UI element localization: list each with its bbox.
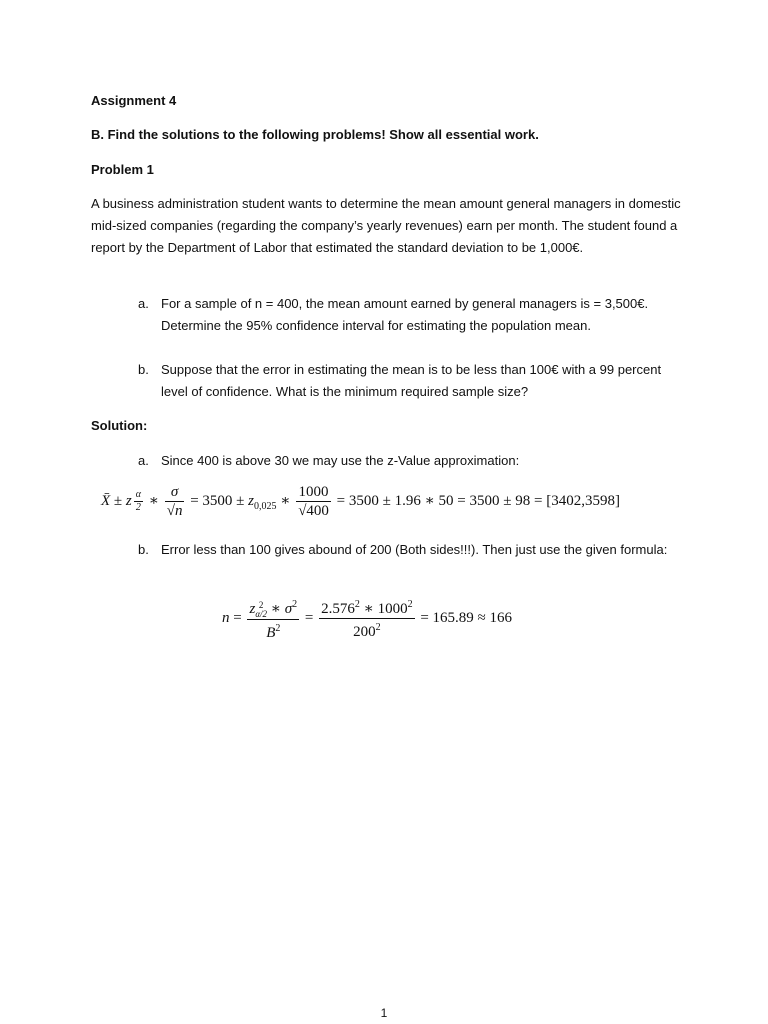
formula-b-B: B (266, 624, 276, 641)
formula-b-result: = 165.89 ≈ 166 (416, 610, 513, 627)
formula-b-z-scripts (255, 601, 267, 619)
formula-a-times: ∗ (145, 492, 163, 509)
formula-b-200-sup: 2 (375, 622, 381, 634)
solution-heading: Solution: (91, 418, 148, 433)
formula-b-200: 200 (353, 624, 376, 641)
formula-b-denominator (247, 620, 299, 642)
formula-a-1000: 1000 (296, 483, 331, 502)
formula-b-z: z (249, 601, 256, 617)
formula-b-n: n (222, 610, 230, 627)
formula-a-z: z (125, 492, 132, 509)
formula-a-n: n (174, 503, 183, 519)
formula-b-2576: 2.576 (321, 601, 355, 618)
formula-b-denominator2 (319, 619, 414, 641)
formula-b-numerator (247, 596, 299, 620)
formula-a-pm: ± (110, 492, 126, 509)
formula-b-first-fraction (247, 596, 299, 642)
formula-b-z-sub: α/2 (255, 608, 268, 619)
formula-b-eq1: = (229, 610, 246, 627)
formula-a-sqrt-400: √400 (298, 503, 329, 519)
formula-b-second-fraction (319, 596, 414, 641)
page-number: 1 (380, 1006, 388, 1020)
solution-b-marker: b. (138, 542, 149, 557)
formula-a-times2: ∗ (276, 492, 295, 509)
formula-a-two: 2 (135, 502, 141, 513)
question-a-marker: a. (138, 296, 149, 311)
solution-a-text: Since 400 is above 30 we may use the z-Value approximation: (161, 453, 520, 468)
formula-b-eq2: = (301, 610, 318, 627)
formula-b-numerator2 (319, 596, 414, 619)
solution-a (138, 450, 678, 472)
formula-b-times-1000: ∗ 1000 (359, 601, 408, 618)
formula-a-z2: z (248, 492, 254, 509)
question-a-text: For a sample of n = 400, the mean amount earned by general managers is = 3,500€. Determine the 95% confidence interval for estimating the population mean. (161, 296, 649, 333)
formula-b-z-sup: 2 (258, 599, 264, 610)
formula-confidence-interval (101, 483, 620, 520)
formula-a-result: = 3500 ± 1.96 ∗ 50 = 3500 ± 98 = [3402,3598] (332, 492, 620, 509)
formula-a-z2-sub: 0,025 (253, 500, 277, 512)
formula-a-1000-fraction (296, 483, 331, 520)
problem-text: A business administration student wants to determine the mean amount general managers in domestic mid-sized companies (regarding the company’s yearly revenues) earn per month. The student found a report by the Department of Labor that estimated the standard deviation to be 1,000€. (91, 196, 681, 255)
solution-b-text: Error less than 100 gives abound of 200 (Both sides!!!). Then just use the given formula: (161, 542, 668, 557)
formula-a-alpha-fraction (134, 489, 143, 514)
formula-a-xbar: X̄ (101, 492, 111, 509)
formula-a-sigma-fraction (165, 483, 185, 520)
formula-b-2576-sup: 2 (354, 599, 360, 611)
formula-a-alpha: α (135, 489, 141, 500)
instructions: B. Find the solutions to the following problems! Show all essential work. (91, 127, 539, 142)
formula-b-1000-sup: 2 (407, 599, 413, 611)
question-b-marker: b. (138, 362, 149, 377)
question-b (138, 359, 678, 403)
formula-sample-size (222, 596, 512, 642)
question-a (138, 293, 678, 337)
formula-a-sigma: σ (165, 483, 185, 502)
formula-a-400: 400 (306, 503, 329, 519)
solution-a-marker: a. (138, 453, 149, 468)
formula-b-B-sup: 2 (275, 622, 281, 634)
formula-a-sqrt-n: √n (166, 503, 183, 519)
assignment-title: Assignment 4 (91, 93, 177, 108)
formula-b-sigma: σ (284, 601, 293, 617)
problem-heading: Problem 1 (91, 162, 154, 177)
solution-b (138, 539, 678, 561)
formula-b-times: ∗ (267, 601, 285, 617)
formula-b-sigma-sup: 2 (292, 599, 298, 610)
formula-a-eq: = 3500 ± (186, 492, 249, 509)
question-b-text: Suppose that the error in estimating the mean is to be less than 100€ with a 99 percent level of confidence. What is the minimum required sample size? (161, 362, 662, 399)
